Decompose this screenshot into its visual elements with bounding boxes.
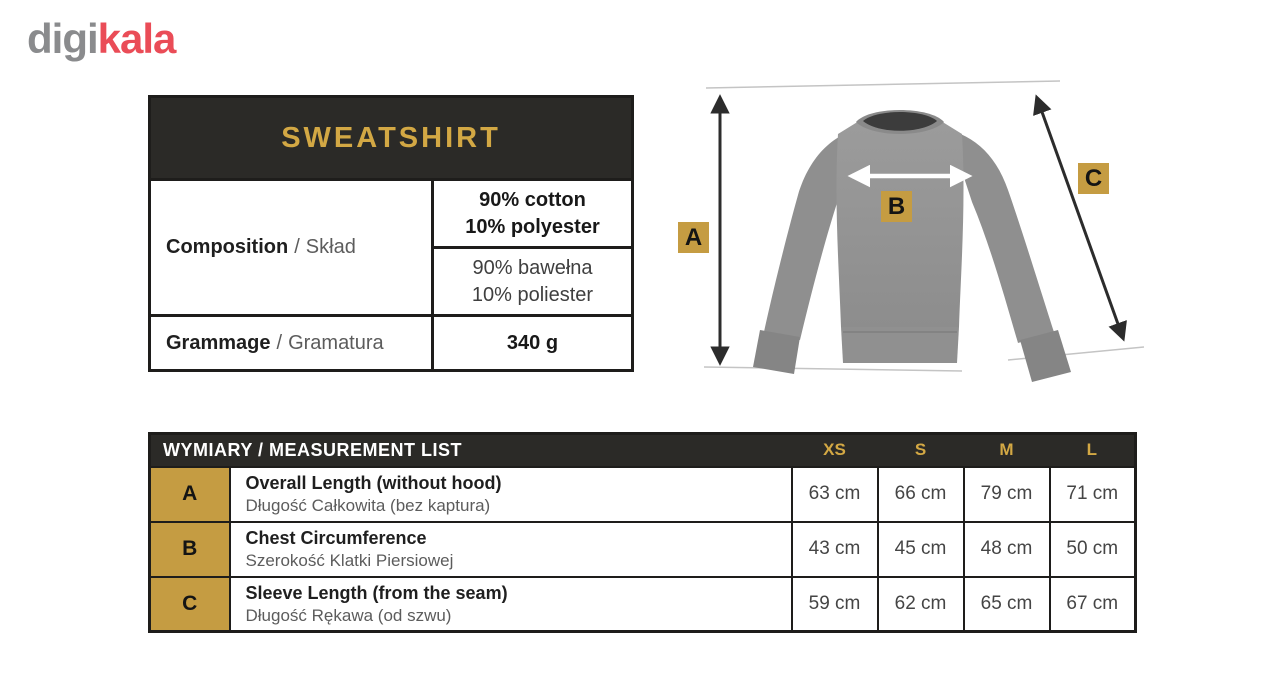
value-m: 79 cm bbox=[964, 467, 1050, 522]
row-name-pl: Długość Rękawa (od szwu) bbox=[245, 605, 452, 625]
grammage-label bbox=[150, 316, 433, 371]
logo-text-digi: digi bbox=[27, 15, 98, 62]
row-name-pl: Szerokość Klatki Piersiowej bbox=[245, 551, 454, 571]
diagram-label-b bbox=[881, 191, 912, 222]
product-info-table bbox=[148, 95, 634, 372]
grammage-value: 340 g bbox=[433, 316, 633, 371]
row-name-pl: Długość Całkowita (bez kaptura) bbox=[245, 496, 491, 516]
table-row-a bbox=[150, 467, 1136, 522]
row-letter: C bbox=[150, 577, 230, 632]
value-s: 45 cm bbox=[878, 522, 964, 577]
measurement-table bbox=[148, 432, 1137, 633]
measurement-table-header bbox=[150, 434, 1136, 467]
value-l: 71 cm bbox=[1050, 467, 1136, 522]
composition-value-pl bbox=[433, 248, 633, 316]
value-l: 50 cm bbox=[1050, 522, 1136, 577]
sweatshirt-image bbox=[753, 110, 1071, 382]
composition-en-line1: 90% cotton bbox=[479, 188, 586, 211]
value-xs: 59 cm bbox=[792, 577, 878, 632]
svg-text:A: A bbox=[684, 224, 703, 251]
svg-text:C: C bbox=[1084, 165, 1103, 192]
digikala-logo bbox=[27, 15, 176, 62]
row-description bbox=[230, 467, 792, 522]
composition-label bbox=[150, 180, 433, 316]
composition-pl-line1: 90% bawełna bbox=[472, 256, 593, 279]
diagram-label-c bbox=[1078, 163, 1109, 194]
grammage-label-en: Grammage bbox=[166, 331, 271, 354]
svg-text:B: B bbox=[887, 193, 906, 220]
row-name-en: Chest Circumference bbox=[245, 527, 427, 548]
grammage-label-pl: Gramatura bbox=[288, 331, 384, 354]
row-letter: A bbox=[150, 467, 230, 522]
product-title: SWEATSHIRT bbox=[150, 97, 633, 180]
measurement-table-title: WYMIARY / MEASUREMENT LIST bbox=[150, 434, 792, 467]
composition-label-pl: Skład bbox=[305, 236, 356, 258]
table-row-c bbox=[150, 577, 1136, 632]
composition-value-en bbox=[433, 180, 633, 248]
size-header-s: S bbox=[878, 434, 964, 467]
row-letter: B bbox=[150, 522, 230, 577]
label-separator: / bbox=[276, 331, 283, 354]
composition-label-en: Composition bbox=[166, 236, 289, 258]
row-description bbox=[230, 522, 792, 577]
value-s: 62 cm bbox=[878, 577, 964, 632]
value-m: 48 cm bbox=[964, 522, 1050, 577]
label-separator: / bbox=[294, 236, 300, 258]
size-header-m: M bbox=[964, 434, 1050, 467]
diagram-label-a bbox=[678, 222, 709, 253]
row-name-en: Sleeve Length (from the seam) bbox=[245, 582, 508, 603]
row-description bbox=[230, 577, 792, 632]
composition-en-line2: 10% polyester bbox=[465, 215, 600, 238]
arrow-sleeve-length bbox=[1037, 98, 1123, 338]
table-row-b bbox=[150, 522, 1136, 577]
composition-pl-line2: 10% poliester bbox=[471, 283, 594, 306]
value-xs: 63 cm bbox=[792, 467, 878, 522]
size-header-xs: XS bbox=[792, 434, 878, 467]
value-m: 65 cm bbox=[964, 577, 1050, 632]
size-header-l: L bbox=[1050, 434, 1136, 467]
value-xs: 43 cm bbox=[792, 522, 878, 577]
row-name-en: Overall Length (without hood) bbox=[245, 472, 502, 493]
logo-text-kala: kala bbox=[97, 15, 176, 62]
value-l: 67 cm bbox=[1050, 577, 1136, 632]
size-diagram bbox=[660, 80, 1160, 402]
value-s: 66 cm bbox=[878, 467, 964, 522]
